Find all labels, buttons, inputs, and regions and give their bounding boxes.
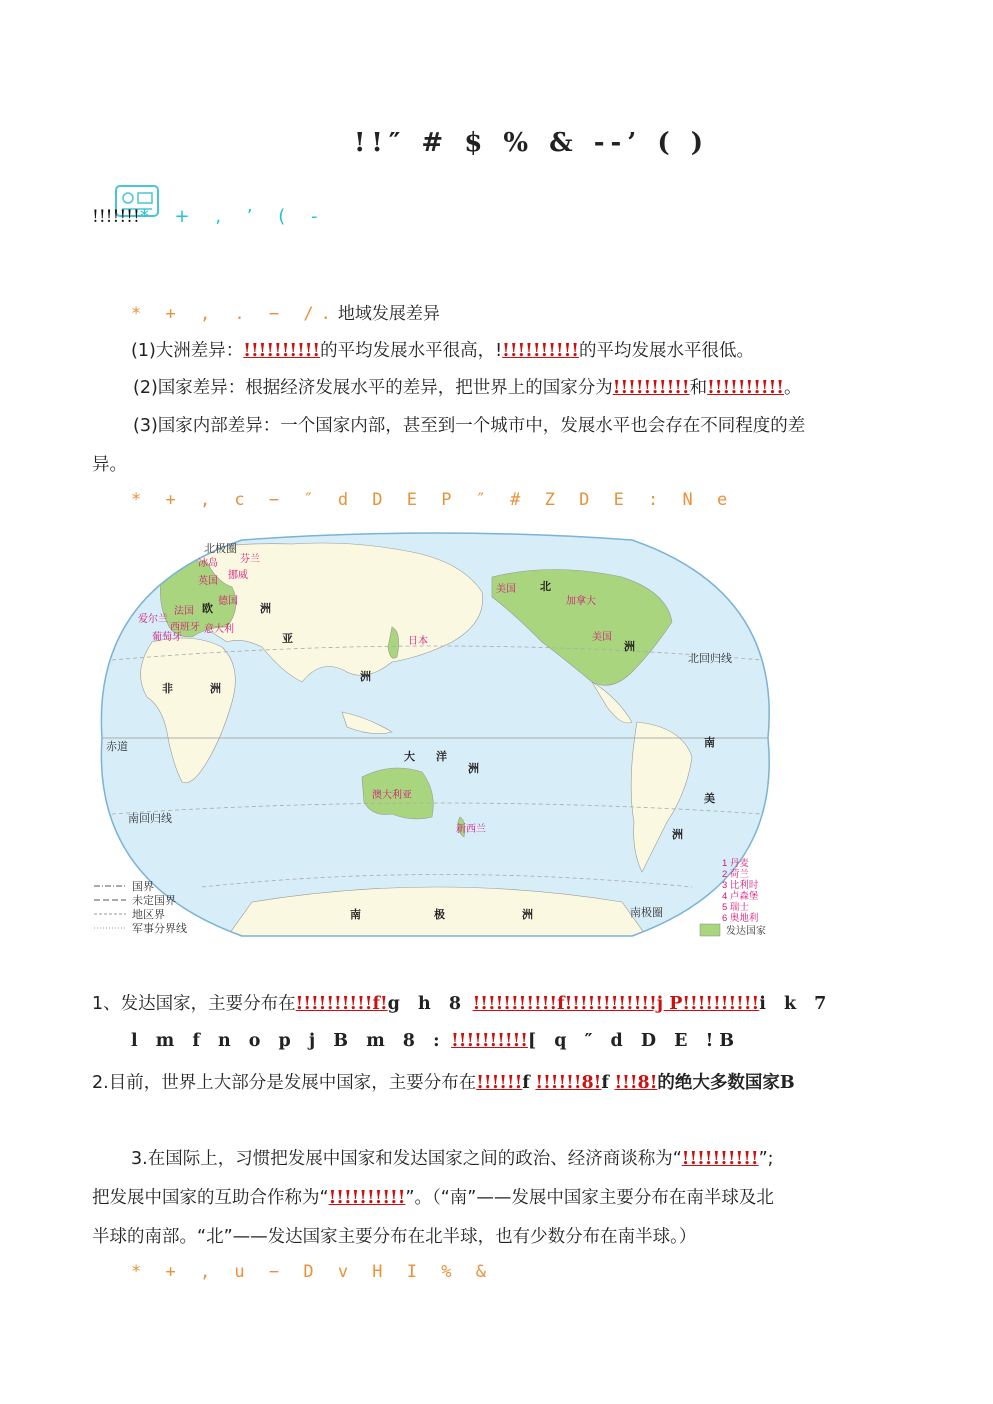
page-title: !!″ # $ % & --’ ( ) — [353, 128, 710, 158]
map-label-spain: 西班牙 — [170, 622, 200, 633]
blank: !!!!!! — [476, 1073, 523, 1093]
map-label-iceland: 冰岛 — [198, 558, 218, 569]
paragraph-1 — [131, 337, 754, 362]
q2-text-c: f — [601, 1073, 609, 1093]
q2-text-b: f — [522, 1073, 530, 1093]
p1-text-b: 的平均发展水平很高，! — [320, 341, 503, 361]
legend-region: 地区界 — [132, 909, 165, 921]
blank: !!!!!!!!!! — [451, 1031, 528, 1051]
q1-text-a: 1、发达国家，主要分布在 — [92, 994, 296, 1014]
q3-line2-a: 把发展中国家的互助合作称为“ — [92, 1188, 329, 1208]
paragraph-3: (3)国家内部差异：一个国家内部，甚至到一个城市中，发展水平也会存在不同程度的差 — [133, 416, 806, 436]
legend-military: 军事分界线 — [132, 923, 187, 935]
map-label-asia-2: 洲 — [360, 671, 371, 683]
map-label-japan: 日本 — [408, 636, 428, 647]
map-label-africa-1: 非 — [162, 683, 173, 695]
map-label-north-polar: 北极圈 — [204, 543, 237, 555]
subheading-1-prefix: * + , . − /. — [131, 304, 338, 324]
map-label-south-america-3: 洲 — [672, 829, 683, 841]
subheading-3: * + , u − D v H I % & — [131, 1262, 493, 1282]
map-label-portugal: 葡萄牙 — [152, 632, 182, 643]
p2-text-b: 和 — [689, 378, 708, 398]
paragraph-2 — [133, 374, 801, 399]
subheading-1 — [131, 299, 440, 324]
section-heading-marks: !!!!!!! — [92, 207, 140, 227]
question-3-line-3: 半球的南部。“北”——发达国家主要分布在北半球，也有少数分布在南半球。） — [92, 1227, 697, 1247]
map-label-antarctica-3: 洲 — [522, 909, 533, 921]
map-label-alaska: 美国 — [496, 584, 516, 595]
map-label-italy: 意大利 — [204, 624, 234, 635]
map-label-tropic-capricorn: 南回归线 — [128, 813, 172, 825]
map-label-tropic-cancer: 北回归线 — [688, 653, 732, 665]
paragraph-3-cont: 异。 — [92, 455, 127, 475]
blank: !!!!!!!!!! — [243, 341, 321, 361]
question-3 — [131, 1145, 774, 1170]
q1-text-c: i k 7 — [759, 994, 833, 1014]
map-label-oceania-3: 洲 — [468, 763, 479, 775]
country-key-5: 5 瑞士 — [722, 902, 749, 913]
map-label-oceania-1: 大 — [404, 751, 415, 763]
map-label-canada: 加拿大 — [566, 596, 596, 607]
legend-undetermined: 未定国界 — [132, 895, 176, 907]
map-label-north-america-2: 洲 — [624, 641, 635, 653]
q3-text-a: 3.在国际上，习惯把发展中国家和发达国家之间的政治、经济商谈称为“ — [131, 1149, 682, 1169]
map-label-south-america-1: 南 — [704, 737, 715, 749]
map-label-france: 法国 — [174, 606, 194, 617]
blank: !!!!!!!!!! — [502, 341, 579, 361]
country-key-3: 3 比利时 — [722, 880, 759, 891]
section-heading-text: * + , ’ ( - — [139, 206, 328, 227]
question-1 — [92, 990, 832, 1015]
map-label-ireland: 爱尔兰 — [138, 614, 168, 625]
country-key-1: 1 丹麦 — [722, 858, 749, 869]
blank: !!!!!!!!!! — [612, 378, 690, 398]
legend-boundary: 国界 — [132, 881, 154, 893]
blank: !!!8! — [614, 1073, 658, 1093]
p2-text-a: (2)国家差异：根据经济发展水平的差异，把世界上的国家分为 — [133, 378, 613, 398]
map-label-africa-2: 洲 — [210, 683, 221, 695]
p2-text-c: 。 — [783, 378, 802, 398]
country-key-4: 4 卢森堡 — [722, 891, 759, 902]
blank: !!!!!!!!!! — [707, 378, 784, 398]
q1-line2-a: l m f n o p j B m 8 : — [131, 1031, 446, 1051]
map-label-north-america: 北 — [540, 581, 551, 593]
map-label-asia-1: 亚 — [282, 633, 293, 645]
developed-swatch — [700, 924, 720, 936]
q3-line2-b: ”。（“南”——发展中国家主要分布在南半球及北 — [405, 1188, 774, 1208]
question-3-line-2 — [92, 1184, 774, 1209]
blank: !!!!!!!!!!f! — [295, 994, 388, 1014]
country-key-6: 6 奥地利 — [722, 913, 759, 924]
map-label-australia: 澳大利亚 — [372, 790, 412, 801]
map-label-europe-2: 洲 — [260, 603, 271, 615]
world-map — [92, 532, 782, 944]
p1-text-c: 的平均发展水平很低。 — [578, 341, 754, 361]
q1-text-b: g h 8 — [387, 994, 467, 1014]
question-1-line-2 — [131, 1031, 740, 1051]
legend-developed: 发达国家 — [726, 926, 766, 937]
map-label-south-america-2: 美 — [704, 793, 715, 805]
subheading-2: * + , c − ″ d D E P ″ # Z D E : N e — [131, 490, 735, 510]
country-key-2: 2 荷兰 — [722, 869, 749, 880]
map-label-new-zealand: 新西兰 — [456, 824, 486, 835]
map-label-uk: 英国 — [198, 576, 218, 587]
map-label-oceania-2: 洋 — [436, 751, 447, 763]
blank: !!!!!!!!!! — [328, 1188, 406, 1208]
map-label-finland: 芬兰 — [240, 554, 260, 565]
blank: !!!!!!!!!!!f!!!!!!!!!!!!j P!!!!!!!!!! — [472, 994, 760, 1014]
map-label-usa: 美国 — [592, 632, 612, 643]
section-heading — [92, 206, 327, 227]
blank: !!!!!!!!!! — [681, 1149, 759, 1169]
q2-text-a: 2.目前，世界上大部分是发展中国家，主要分布在 — [92, 1073, 477, 1093]
blank: !!!!!!8! — [535, 1073, 602, 1093]
map-label-antarctica-2: 极 — [434, 909, 445, 921]
subheading-1-text: 地域发展差异 — [337, 304, 440, 324]
map-label-south-polar: 南极圈 — [630, 907, 663, 919]
map-label-equator: 赤道 — [106, 741, 128, 753]
q3-text-b: ”; — [758, 1149, 774, 1169]
q1-line2-b: [ q ″ d D E !B — [527, 1031, 741, 1051]
p1-text-a: (1)大洲差异： — [131, 341, 244, 361]
q2-text-d: 的绝大多数国家B — [657, 1073, 795, 1093]
question-2 — [92, 1069, 795, 1094]
map-label-europe-1: 欧 — [202, 603, 213, 615]
map-label-norway: 挪威 — [228, 570, 248, 581]
map-label-antarctica-1: 南 — [350, 909, 361, 921]
map-label-germany: 德国 — [218, 596, 238, 607]
